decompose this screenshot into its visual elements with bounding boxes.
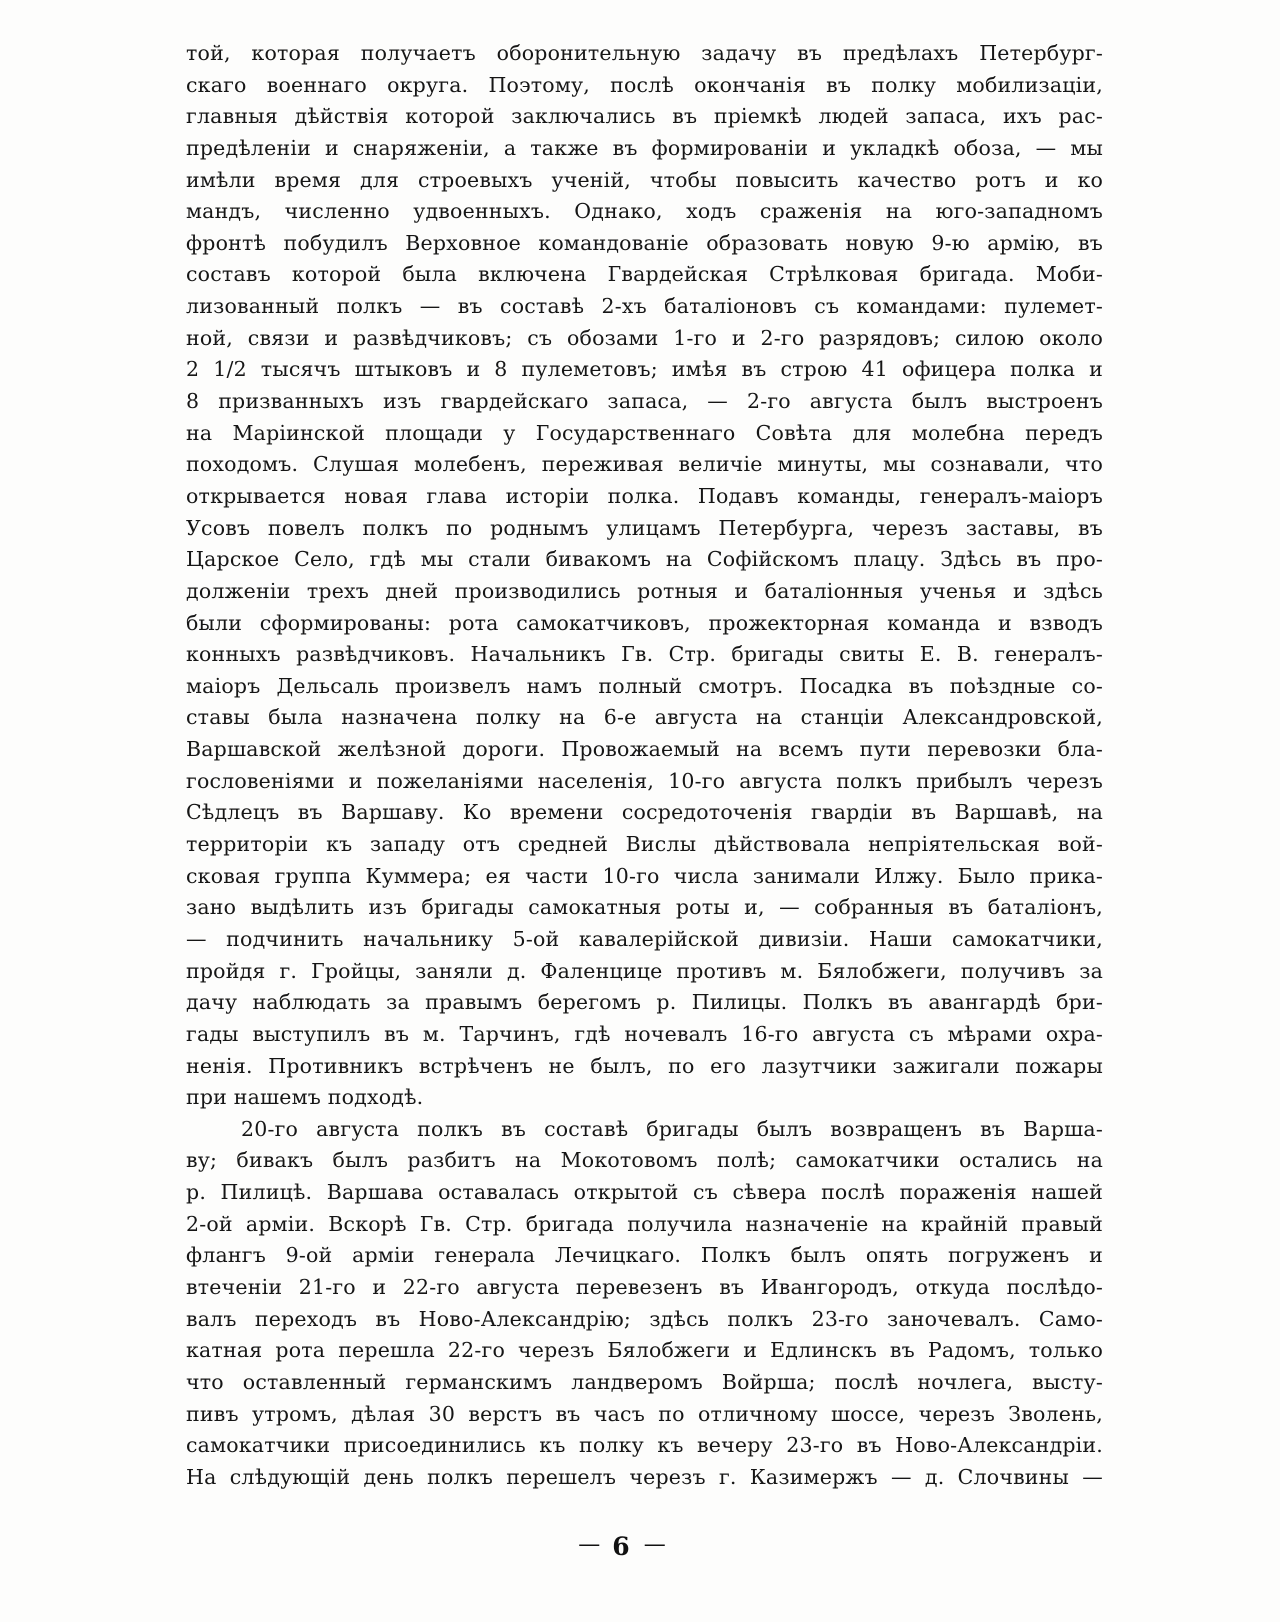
text-line: пройдя г. Гройцы, заняли д. Фаленцице противъ м. Бялобжеги, получивъ за xyxy=(186,958,1103,983)
text-line: — подчинить начальнику 5-ой кавалерійской дивизіи. Наши самокатчики, xyxy=(186,926,1103,951)
text-line: составъ которой была включена Гвардейская Стрѣлковая бригада. Моби- xyxy=(186,262,1103,287)
text-line: 2-ой арміи. Вскорѣ Гв. Стр. бригада получила назначеніе на крайній правый xyxy=(186,1211,1103,1236)
text-line: гословеніями и пожеланіями населенія, 10-го августа полкъ прибылъ черезъ xyxy=(186,768,1103,793)
text-line: фронтѣ побудилъ Верховное командованіе образовать новую 9-ю армію, въ xyxy=(186,230,1103,255)
text-line: 8 призванныхъ изъ гвардейскаго запаса, — 2-го августа былъ выстроенъ xyxy=(186,389,1103,414)
text-line: при нашемъ подходѣ. xyxy=(186,1085,424,1110)
text-line: р. Пилицѣ. Варшава оставалась открытой съ сѣвера послѣ пораженія нашей xyxy=(186,1180,1103,1205)
text-line: территоріи къ западу отъ средней Вислы дѣйствовала непріятельская вой- xyxy=(186,832,1103,857)
text-line: зано выдѣлить изъ бригады самокатныя роты и, — собранныя въ баталіонъ, xyxy=(186,895,1103,920)
text-line: ной, связи и развѣдчиковъ; съ обозами 1-го и 2-го разрядовъ; силою около xyxy=(186,325,1103,350)
text-line: флангъ 9-ой арміи генерала Лечицкаго. Полкъ былъ опять погруженъ и xyxy=(186,1243,1103,1268)
text-line: главныя дѣйствія которой заключались въ пріемкѣ людей запаса, ихъ рас- xyxy=(186,104,1103,129)
text-line: катная рота перешла 22-го черезъ Бялобжеги и Едлинскъ въ Радомъ, только xyxy=(186,1338,1103,1363)
text-line: имѣли время для строевыхъ ученій, чтобы повысить качество ротъ и ко xyxy=(186,167,1103,192)
text-line: ненія. Противникъ встрѣченъ не былъ, по его лазутчики зажигали пожары xyxy=(186,1053,1103,1078)
text-line: были сформированы: рота самокатчиковъ, прожекторная команда и взводъ xyxy=(186,610,1103,635)
text-line: конныхъ развѣдчиковъ. Начальникъ Гв. Стр. бригады свиты Е. В. генералъ- xyxy=(186,642,1103,667)
text-line: ву; бивакъ былъ разбитъ на Мокотовомъ полѣ; самокатчики остались на xyxy=(186,1148,1103,1173)
text-line: гады выступилъ въ м. Тарчинъ, гдѣ ночевалъ 16-го августа съ мѣрами охра- xyxy=(186,1021,1103,1046)
text-line: Усовъ повелъ полкъ по роднымъ улицамъ Петербурга, черезъ заставы, въ xyxy=(186,515,1103,540)
text-line: валъ переходъ въ Ново-Александрію; здѣсь полкъ 23-го заночевалъ. Само- xyxy=(186,1306,1103,1331)
text-line: На слѣдующій день полкъ перешелъ черезъ г. Казимержъ — д. Слочвины — xyxy=(186,1464,1103,1489)
text-line: 2 1/2 тысячъ штыковъ и 8 пулеметовъ; имѣя въ строю 41 офицера полка и xyxy=(186,357,1103,382)
text-line: Сѣдлецъ въ Варшаву. Ко времени сосредоточенія гвардіи въ Варшавѣ, на xyxy=(186,800,1103,825)
footer-dash-right: — xyxy=(643,1532,664,1557)
footer-dash-left: — xyxy=(578,1532,599,1557)
text-line: Царское Село, гдѣ мы стали бивакомъ на Софійскомъ плацу. Здѣсь въ про- xyxy=(186,547,1103,572)
text-line: пивъ утромъ, дѣлая 30 верстъ въ часъ по отличному шоссе, черезъ Зволень, xyxy=(186,1401,1103,1426)
text-line: открывается новая глава исторіи полка. Подавъ команды, генералъ-маіоръ xyxy=(186,483,1103,508)
page-text xyxy=(186,38,1103,1493)
text-line: 20-го августа полкъ въ составѣ бригады былъ возвращенъ въ Варша- xyxy=(241,1116,1103,1141)
text-line: походомъ. Слушая молебенъ, переживая величіе минуты, мы сознавали, что xyxy=(186,452,1103,477)
text-line: той, которая получаетъ оборонительную задачу въ предѣлахъ Петербург- xyxy=(186,41,1103,65)
text-line: что оставленный германскимъ ландверомъ Войрша; послѣ ночлега, высту- xyxy=(186,1369,1103,1394)
page-footer xyxy=(0,1532,1242,1561)
text-line: лизованный полкъ — въ составѣ 2-хъ баталіоновъ съ командами: пулемет- xyxy=(186,294,1103,319)
text-line: ставы была назначена полку на 6-е августа на станціи Александровской, xyxy=(186,705,1103,730)
text-line: Варшавской желѣзной дороги. Провожаемый на всемъ пути перевозки бла- xyxy=(186,737,1103,762)
text-line: втеченіи 21-го и 22-го августа перевезенъ въ Ивангородъ, откуда послѣдо- xyxy=(186,1274,1103,1299)
text-line: скаго военнаго округа. Поэтому, послѣ окончанія въ полку мобилизаціи, xyxy=(186,72,1103,97)
text-line: маіоръ Дельсаль произвелъ намъ полный смотръ. Посадка въ поѣздные со- xyxy=(186,673,1103,698)
page-number: 6 xyxy=(612,1532,630,1561)
text-line: мандъ, численно удвоенныхъ. Однако, ходъ сраженія на юго-западномъ xyxy=(186,199,1103,224)
text-line: сковая группа Куммера; ея части 10-го числа занимали Илжу. Было прика- xyxy=(186,863,1103,888)
text-line: дачу наблюдать за правымъ берегомъ р. Пилицы. Полкъ въ авангардѣ бри- xyxy=(186,990,1103,1015)
text-line: самокатчики присоединились къ полку къ вечеру 23-го въ Ново-Александріи. xyxy=(186,1433,1103,1458)
text-line: долженіи трехъ дней производились ротныя и баталіонныя ученья и здѣсь xyxy=(186,578,1103,603)
text-line: на Маріинской площади у Государственнаго Совѣта для молебна передъ xyxy=(186,420,1103,445)
text-line: предѣленіи и снаряженіи, а также въ формированіи и укладкѣ обоза, — мы xyxy=(186,135,1103,160)
